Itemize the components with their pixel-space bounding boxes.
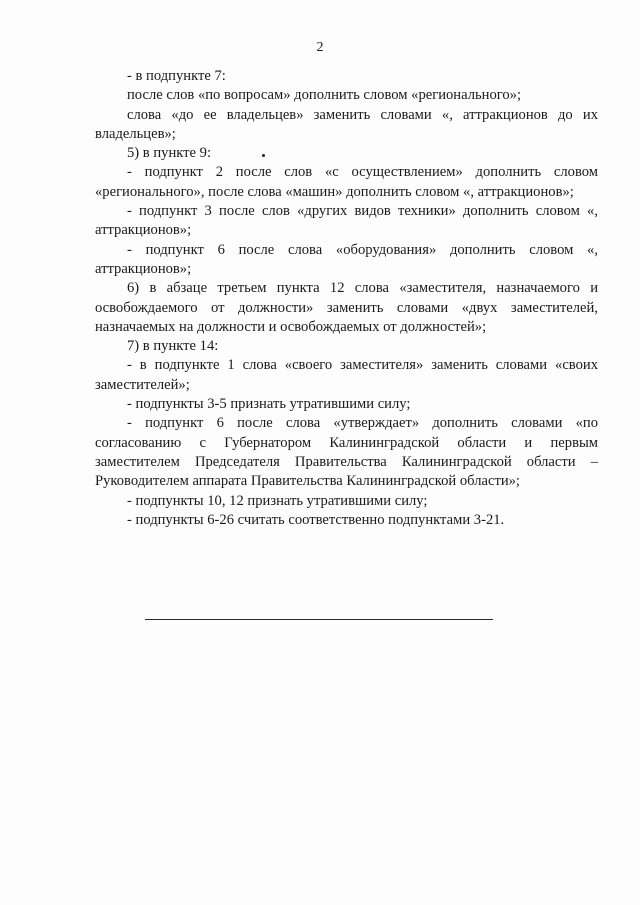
paragraph: - подпункты 10, 12 признать утратившими силу; [127, 492, 428, 509]
paragraph: - в подпункте 7: [127, 68, 226, 84]
paragraph: после слов «по вопросам» дополнить словом «регионального»; [127, 87, 522, 104]
paragraph: - в подпункте 1 слова «своего заместителя» заменить словами «своих заместителей»; [95, 357, 598, 393]
end-divider-line [145, 619, 493, 620]
paragraph: - подпункт 2 после слов «с осуществлением» дополнить словом «регионального», после слова «машин» дополнить словом «, аттракционов»; [95, 164, 598, 200]
paragraph: - подпункт 3 после слов «других видов техники» дополнить словом «, аттракционов»; [95, 203, 598, 239]
paragraph: 6) в абзаце третьем пункта 12 слова «заместителя, назначаемого и освобождаемого от должности» заменить словами «двух заместителей, назначаемых на должности и освобождаемых от должностей»; [95, 280, 598, 335]
paragraph: 7) в пункте 14: [127, 338, 219, 355]
paragraph: - подпункты 3-5 признать утратившими силу; [127, 396, 411, 413]
paragraph: - подпункт 6 после слова «утверждает» дополнить словами «по согласованию с Губернатором Калининградской области и первым заместителем Председателя Правительства Калининградской области – Руководителем аппарата Правительства Калининградской области»; [95, 415, 598, 490]
paragraph: 5) в пункте 9: [127, 145, 212, 162]
page-number: 2 [316, 40, 324, 55]
paragraph: слова «до ее владельцев» заменить словами «, аттракционов до их владельцев»; [95, 106, 598, 142]
paragraph: - подпункт 6 после слова «оборудования» дополнить словом «, аттракционов»; [95, 241, 598, 277]
document-body [95, 67, 598, 530]
paragraph: - подпункты 6-26 считать соответственно подпунктами 3-21. [127, 511, 505, 528]
